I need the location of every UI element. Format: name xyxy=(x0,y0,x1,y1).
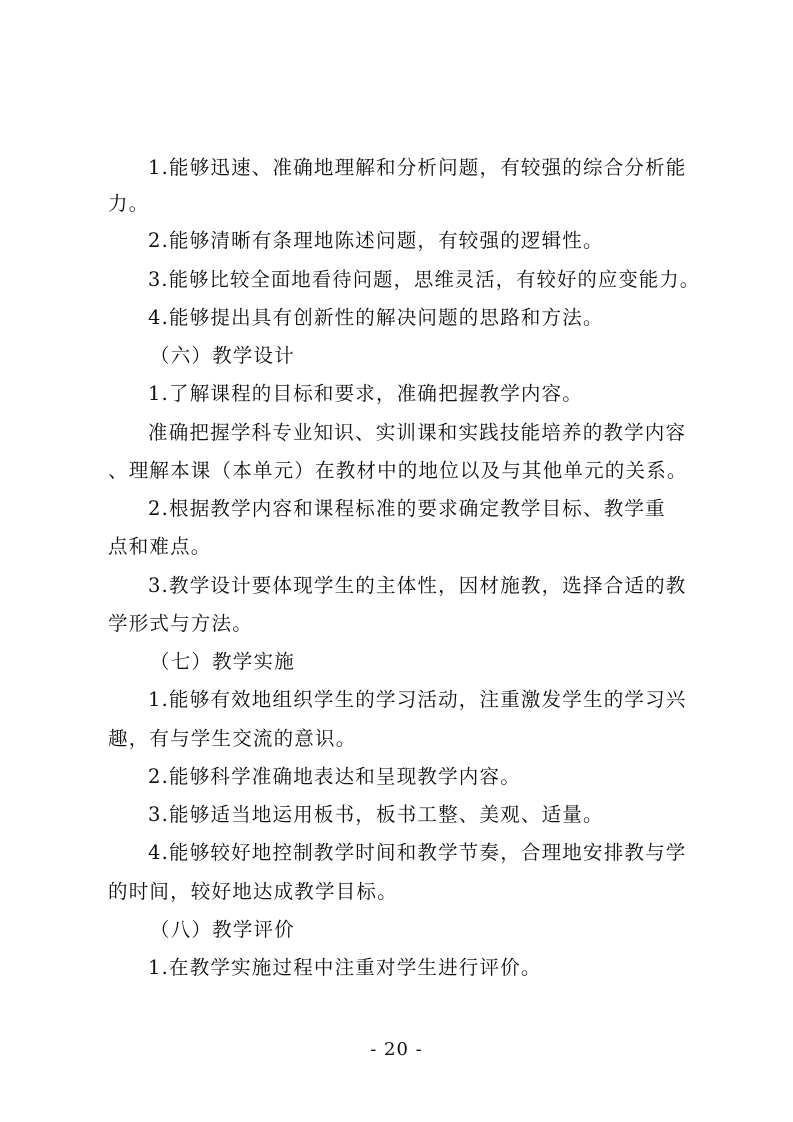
text-line: 1.在教学实施过程中注重对学生进行评价。 xyxy=(148,956,542,979)
text-line: 3.教学设计要体现学生的主体性，因材施教，选择合适的教 xyxy=(148,574,687,597)
text-line: 2.能够清晰有条理地陈述问题，有较强的逻辑性。 xyxy=(148,229,604,252)
text-line: 1.了解课程的目标和要求，准确把握教学内容。 xyxy=(148,382,584,405)
section-heading: （六）教学设计 xyxy=(150,344,295,367)
page-number: - 20 - xyxy=(370,1039,423,1060)
text-line: 2.能够科学准确地表达和呈现教学内容。 xyxy=(148,765,521,788)
text-line: 4.能够较好地控制教学时间和教学节奏，合理地安排教与学 xyxy=(148,841,687,864)
section-heading: （八）教学评价 xyxy=(150,918,295,941)
text-line: 、理解本课（本单元）在教材中的地位以及与其他单元的关系。 xyxy=(108,459,688,482)
text-line: 的时间，较好地达成教学目标。 xyxy=(108,880,398,903)
text-line: 1.能够迅速、准确地理解和分析问题，有较强的综合分析能 xyxy=(148,156,687,179)
section-heading: （七）教学实施 xyxy=(150,650,295,673)
text-line: 3.能够比较全面地看待问题，思维灵活，有较好的应变能力。 xyxy=(148,268,701,291)
text-line: 1.能够有效地组织学生的学习活动，注重激发学生的学习兴 xyxy=(148,688,687,711)
text-line: 趣，有与学生交流的意识。 xyxy=(108,727,357,750)
text-line: 3.能够适当地运用板书，板书工整、美观、适量。 xyxy=(148,803,604,826)
text-line: 力。 xyxy=(108,192,150,215)
text-line: 2.根据教学内容和课程标准的要求确定教学目标、教学重 xyxy=(148,497,666,520)
text-line: 学形式与方法。 xyxy=(108,612,253,635)
text-line: 4.能够提出具有创新性的解决问题的思路和方法。 xyxy=(148,306,604,329)
text-line: 点和难点。 xyxy=(108,535,212,558)
text-line: 准确把握学科专业知识、实训课和实践技能培养的教学内容 xyxy=(148,421,687,444)
